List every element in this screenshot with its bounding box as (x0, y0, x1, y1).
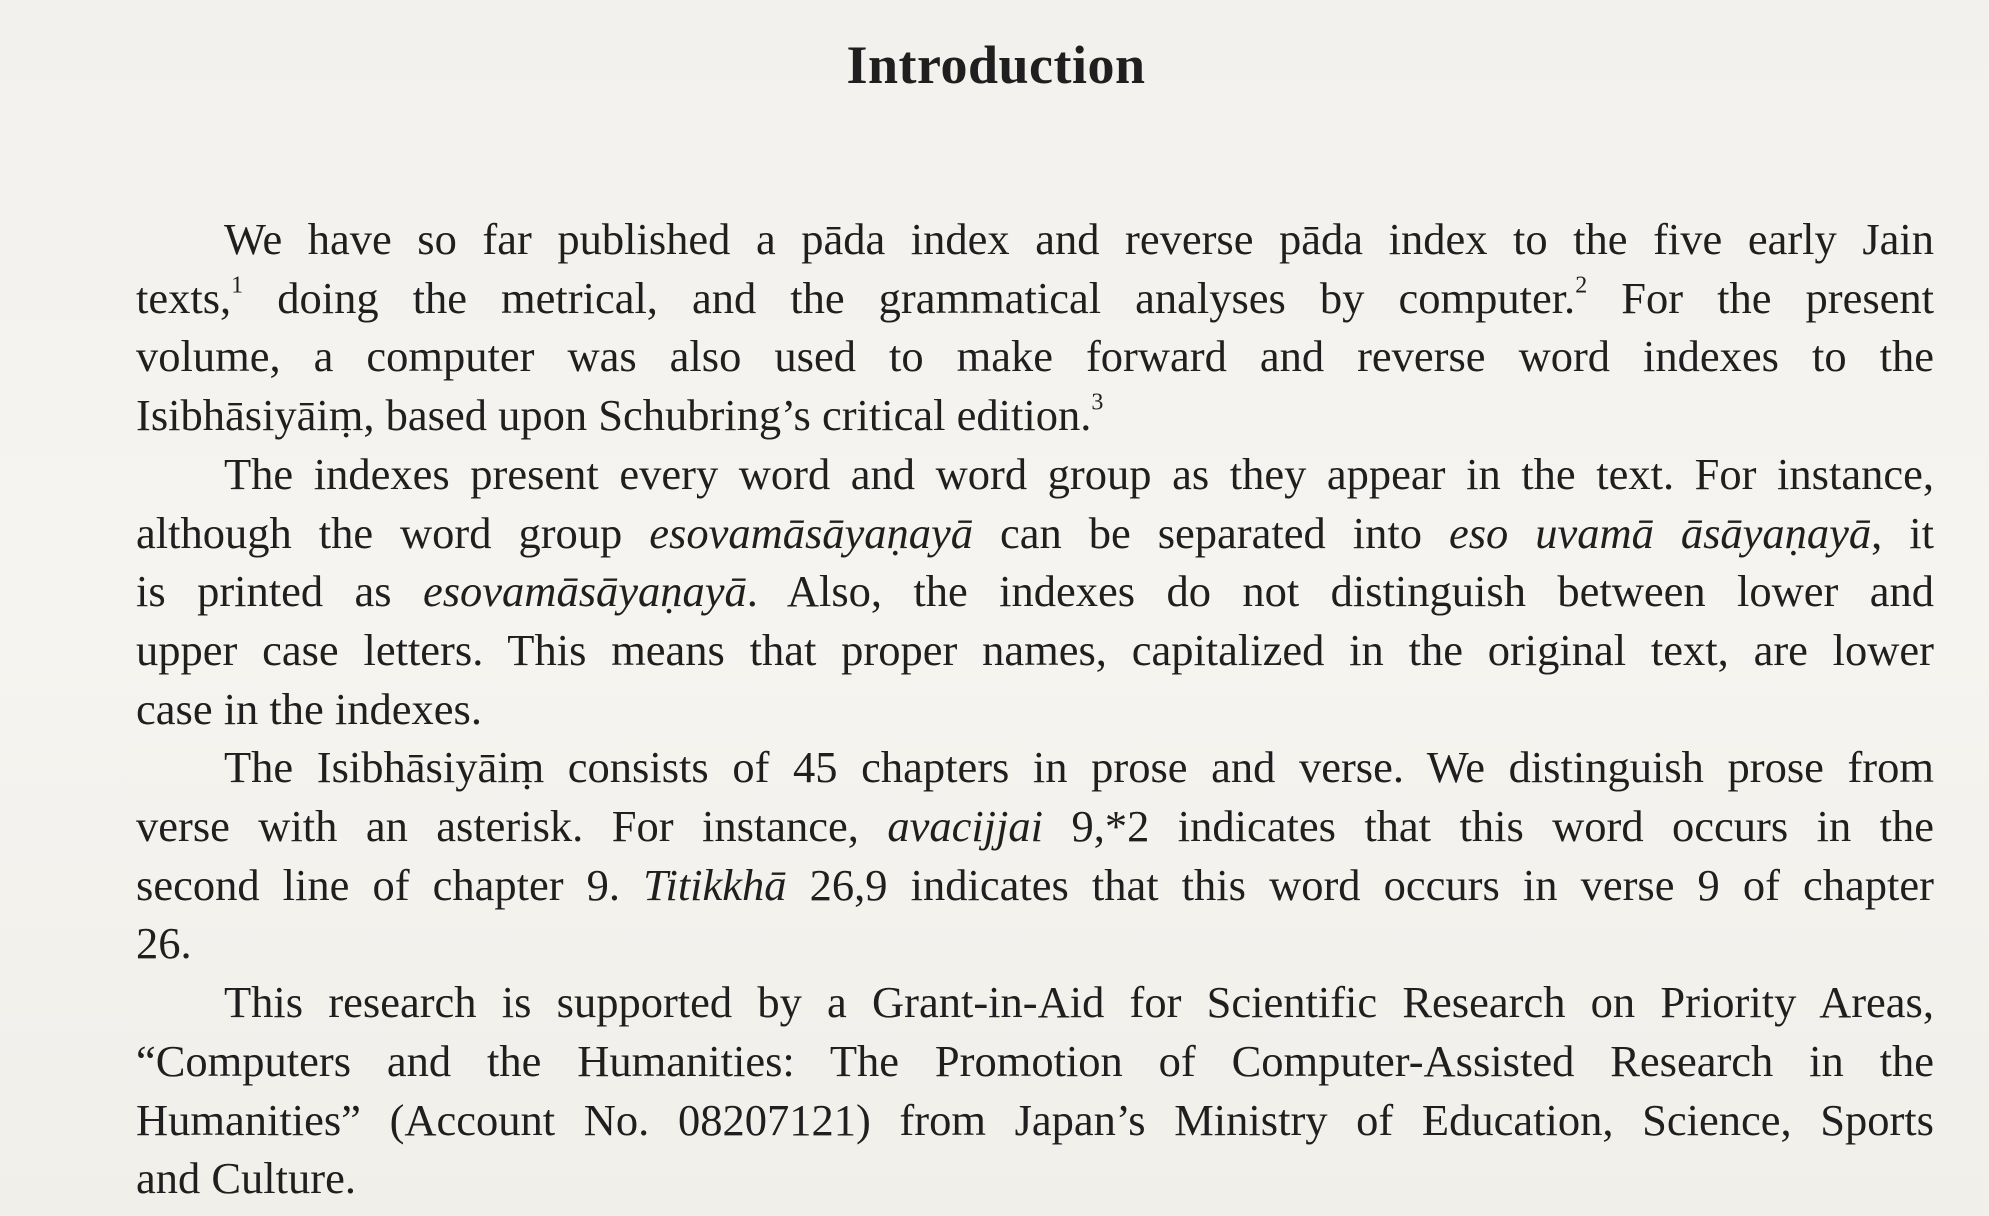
text-span: The Isibhāsiyāiṃ consists of 45 chapters in prose and verse. We distinguish prose from (224, 742, 1934, 793)
footnote-ref-3: 3 (1091, 389, 1104, 416)
italic-term: eso uvamā āsāyaṇayā (1448, 507, 1872, 558)
text-span: , it (1871, 507, 1934, 558)
text-span: case in the indexes. (136, 683, 482, 734)
text-span: and Culture. (136, 1153, 356, 1204)
text-span: . Also, the indexes do not distinguish between lower and (746, 566, 1934, 617)
text-span: This research is supported by a Grant-in-Aid for Scientific Research on Priority Areas, (224, 977, 1934, 1028)
text-span: verse with an asterisk. For instance, (136, 801, 888, 852)
paragraph-4 (48, 973, 1934, 1208)
text-span: although the word group (136, 507, 650, 558)
text-span: For the present (1587, 272, 1935, 323)
text-span: “Computers and the Humanities: The Promotion of Computer-Assisted Research in the (136, 1035, 1934, 1086)
paragraph-2-line-4 (48, 621, 1934, 680)
text-span: volume, a computer was also used to make forward and reverse word indexes to the (136, 331, 1934, 382)
text-span: The indexes present every word and word group as they appear in the text. For instance, (224, 448, 1934, 499)
text-span: We have so far published a pāda index and reverse pāda index to the five early Jain (224, 214, 1934, 264)
italic-term: esovamāsāyaṇayā (422, 566, 747, 617)
text-span: 9,*2 indicates that this word occurs in the (1043, 801, 1934, 852)
paragraph-3-line-3 (48, 856, 1934, 915)
page-title: Introduction (846, 35, 1146, 95)
document-page (48, 30, 1934, 1208)
paragraph-2 (48, 445, 1934, 739)
text-span: Humanities” (Account No. 08207121) from Japan’s Ministry of Education, Science, Sports (136, 1094, 1934, 1145)
text-span: upper case letters. This means that proper names, capitalized in the original text, are lower (136, 624, 1934, 675)
paragraph-2-line-1 (48, 445, 1934, 504)
paragraph-1 (48, 210, 1934, 445)
text-span: 26. (136, 918, 192, 969)
text-span: 26,9 indicates that this word occurs in verse 9 of chapter (786, 859, 1934, 910)
paragraph-3-line-4 (48, 914, 1934, 973)
paragraph-1-line-2 (48, 269, 1934, 328)
footnote-ref-2: 2 (1575, 272, 1588, 299)
paragraph-4-line-4 (48, 1149, 1934, 1208)
text-span: can be separated into (973, 507, 1449, 558)
text-span: Isibhāsiyāiṃ, based upon Schubring’s critical edition. (136, 390, 1092, 441)
italic-term: avacijjai (887, 801, 1044, 852)
text-span: is printed as (136, 566, 423, 617)
text-span: texts, (136, 272, 232, 323)
text-span: doing the metrical, and the grammatical analyses by computer. (243, 272, 1576, 323)
paragraph-4-line-1 (48, 973, 1934, 1032)
paragraph-1-line-3 (48, 327, 1934, 386)
paragraph-2-line-3 (48, 562, 1934, 621)
paragraph-3 (48, 738, 1934, 973)
paragraph-1-line-1 (48, 210, 1934, 269)
paragraph-1-line-4 (48, 386, 1934, 445)
italic-term: esovamāsāyaṇayā (649, 507, 974, 558)
footnote-ref-1: 1 (231, 272, 244, 299)
paragraph-3-line-2 (48, 797, 1934, 856)
paragraph-3-line-1 (48, 738, 1934, 797)
paragraph-4-line-3 (48, 1091, 1934, 1150)
paragraph-2-line-2 (48, 504, 1934, 563)
text-span: second line of chapter 9. (136, 859, 644, 910)
paragraph-2-line-5 (48, 680, 1934, 739)
paragraph-4-line-2 (48, 1032, 1934, 1091)
italic-term: Titikkhā (643, 859, 787, 910)
